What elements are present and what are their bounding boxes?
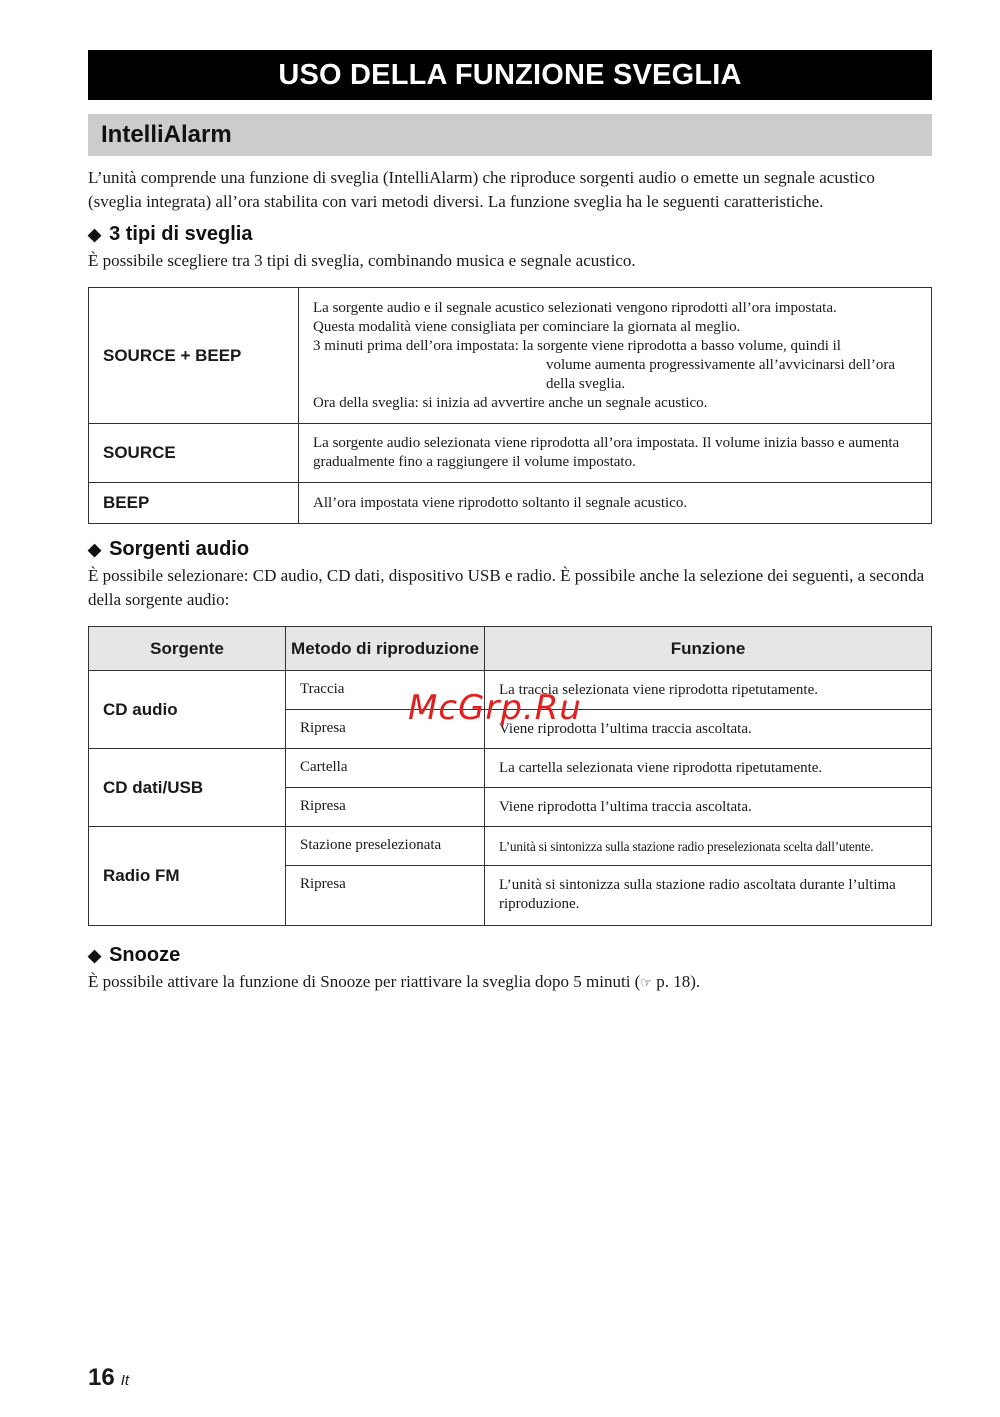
function-cell: Viene riprodotta l’ultima traccia ascoltata. [485, 710, 932, 749]
page-title-bar [88, 50, 932, 100]
method-cell: Ripresa [286, 788, 485, 827]
audio-sources-text: È possibile selezionare: CD audio, CD dati, dispositivo USB e radio. È possibile anche la selezione dei seguenti, a seconda della sorgente audio: [88, 566, 925, 609]
language-code: It [120, 1372, 130, 1389]
source-cell: CD dati/USB [89, 749, 286, 827]
page-title: USO DELLA FUNZIONE SVEGLIA [278, 58, 742, 91]
column-header-function: Funzione [485, 627, 932, 671]
section-title: IntelliAlarm [101, 121, 232, 148]
row-description: All’ora impostata viene riprodotto soltanto il segnale acustico. [299, 483, 932, 524]
row-label: SOURCE + BEEP [89, 288, 299, 424]
method-cell: Traccia [286, 671, 485, 710]
method-cell: Cartella [286, 749, 485, 788]
diamond-bullet-icon: ◆ [88, 539, 102, 559]
method-cell: Ripresa [286, 866, 485, 926]
pointing-hand-icon: ☞ [640, 975, 652, 990]
heading-audio-sources: ◆ Sorgenti audio [88, 538, 250, 560]
watermark: McGrp.Ru [408, 688, 582, 728]
heading-alarm-types: ◆ 3 tipi di sveglia [88, 223, 253, 245]
diamond-bullet-icon: ◆ [88, 224, 102, 244]
alarm-types-table [88, 287, 932, 524]
source-cell: Radio FM [89, 827, 286, 926]
function-cell: La traccia selezionata viene riprodotta ripetutamente. [485, 671, 932, 710]
method-cell: Stazione preselezionata [286, 827, 485, 866]
section-title-bar [88, 114, 932, 156]
function-cell: Viene riprodotta l’ultima traccia ascoltata. [485, 788, 932, 827]
row-description: La sorgente audio e il segnale acustico selezionati vengono riprodotti all’ora impostata. Questa modalità viene consigliata per cominciare la giornata al meglio. 3 minuti prima dell’ora impostata: la sorgente viene riprodotta a basso volume, quindi il volume aumenta progressivamente all’avvicinarsi dell’ora della sveglia. Ora della sveglia: si inizia ad avvertire anche un segnale acustico. [299, 288, 932, 424]
page-number: 16 [88, 1364, 115, 1391]
heading-snooze: ◆ Snooze [88, 944, 181, 966]
table-row [89, 424, 932, 483]
function-cell: La cartella selezionata viene riprodotta ripetutamente. [485, 749, 932, 788]
row-label: BEEP [89, 483, 299, 524]
column-header-method: Metodo di riproduzione [286, 627, 485, 671]
function-cell: L’unità si sintonizza sulla stazione radio preselezionata scelta dall’utente. [485, 827, 932, 866]
source-cell: CD audio [89, 671, 286, 749]
page-footer [88, 1364, 129, 1392]
alarm-types-text: È possibile scegliere tra 3 tipi di sveglia, combinando musica e segnale acustico. [88, 251, 636, 270]
table-row [89, 749, 932, 788]
snooze-text: È possibile attivare la funzione di Snooze per riattivare la sveglia dopo 5 minuti (☞ p. 18). [88, 972, 701, 991]
table-header-row [89, 627, 932, 671]
table-row [89, 483, 932, 524]
method-cell: Ripresa [286, 710, 485, 749]
audio-sources-table [88, 626, 932, 926]
page-reference-link[interactable]: p. 18). [652, 972, 701, 991]
row-description: La sorgente audio selezionata viene riprodotta all’ora impostata. Il volume inizia basso e aumenta gradualmente fino a raggiungere il volume impostato. [299, 424, 932, 483]
table-row [89, 671, 932, 710]
diamond-bullet-icon: ◆ [88, 945, 102, 965]
table-row [89, 288, 932, 424]
intro-paragraph: L’unità comprende una funzione di sveglia (IntelliAlarm) che riproduce sorgenti audio o emette un segnale acustico (sveglia integrata) all’ora stabilita con vari metodi diversi. La funzione sveglia ha le seguenti caratteristiche. [88, 168, 875, 211]
row-label: SOURCE [89, 424, 299, 483]
function-cell: L’unità si sintonizza sulla stazione radio ascoltata durante l’ultima riproduzione. [485, 866, 932, 926]
table-row [89, 827, 932, 866]
column-header-source: Sorgente [89, 627, 286, 671]
